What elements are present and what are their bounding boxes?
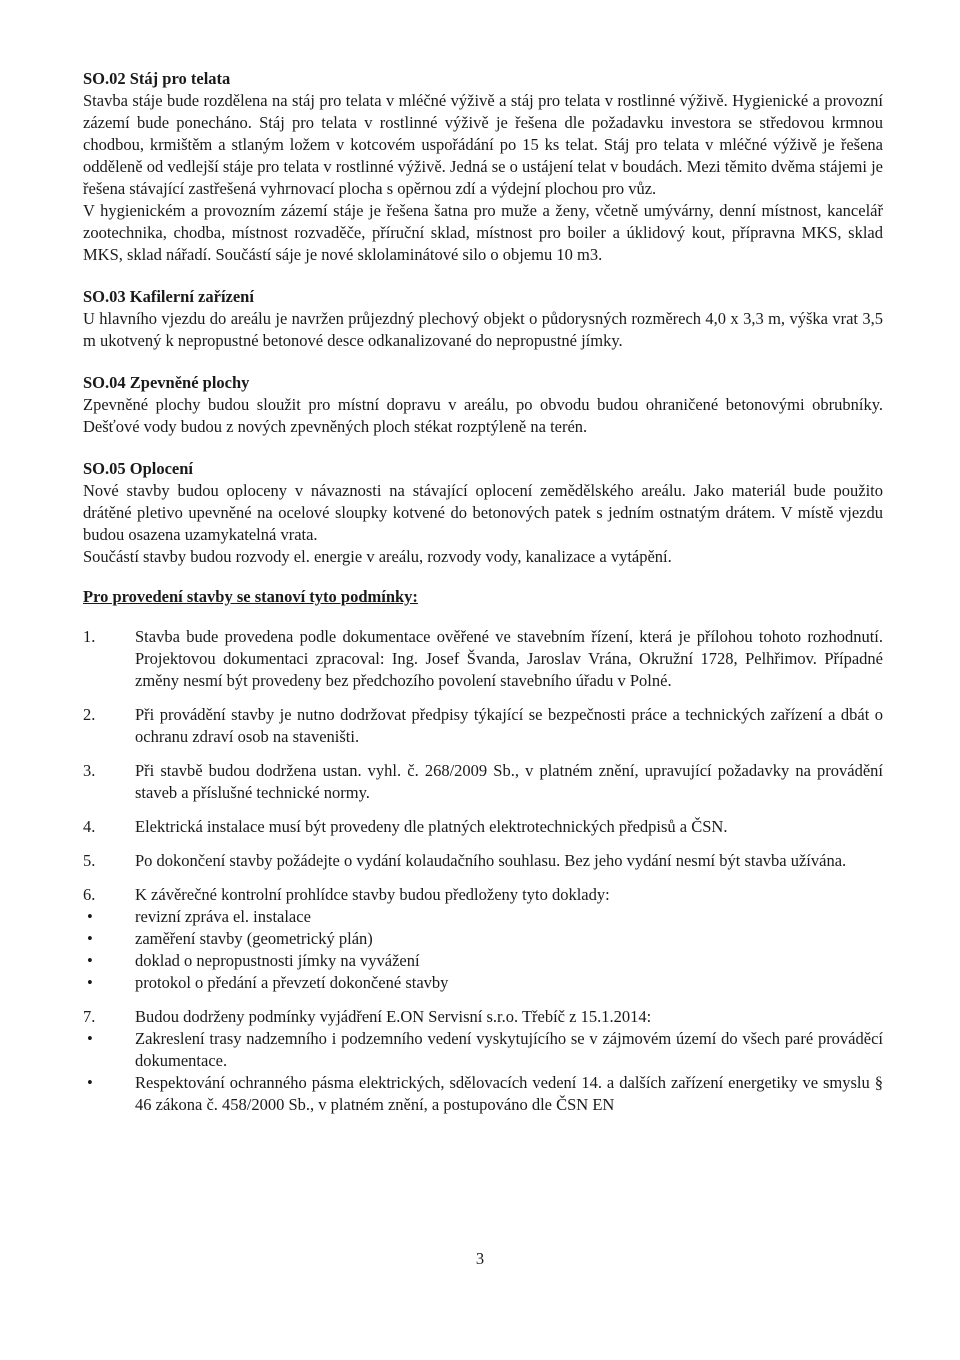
bullet-icon: • bbox=[87, 1029, 93, 1048]
condition-text: Elektrická instalace musí být provedeny dle platných elektrotechnických předpisů a ČSN. bbox=[135, 817, 728, 836]
list-item: • Zakreslení trasy nadzemního i podzemního vedení vyskytujícího se v zájmovém území do všech paré prováděcí dokumentace. bbox=[83, 1028, 883, 1072]
section-title: SO.02 Stáj pro telata bbox=[83, 69, 231, 88]
conditions-heading: Pro provedení stavby se stanoví tyto podmínky: bbox=[83, 587, 418, 606]
section-so05 bbox=[83, 458, 883, 568]
paragraph: Stavba stáje bude rozdělena na stáj pro telata v mléčné výživě a stáj pro telata v rostlinné výživě. Hygienické a provozní zázemí bude ponecháno. Stáj pro telata v rostlinné výživě je řešena dle požadavku investora se středovou krmnou chodbou, krmištěm a stlaným ložem v kotcovém uspořádání po 15 ks telat. Stáj pro telata v mléčné výživě je řešena odděleně od vedlejší stáje pro telata v rostlinné výživě. Jedná se o ustájení telat v boudách. Mezi těmito dvěma stájemi je řešena stávající zastřešená vyhrnovací plocha s opěrnou zdí a výdejní plochou pro vůz. bbox=[83, 91, 883, 198]
paragraph: U hlavního vjezdu do areálu je navržen průjezdný plechový objekt o půdorysných rozměrech 4,0 x 3,3 m, výška vrat 3,5 m ukotvený k nepropustné betonové desce odkanalizované do nepropustné jímky. bbox=[83, 309, 883, 350]
document-list bbox=[83, 906, 883, 994]
condition-item bbox=[83, 626, 883, 692]
section-title: SO.05 Oplocení bbox=[83, 459, 194, 478]
condition-item bbox=[83, 704, 883, 748]
list-item: • revizní zpráva el. instalace bbox=[83, 906, 883, 928]
condition-text: Budou dodrženy podmínky vyjádření E.ON Servisní s.r.o. Třebíč z 15.1.2014: bbox=[135, 1007, 652, 1026]
list-item: • protokol o předání a převzetí dokončené stavby bbox=[83, 972, 883, 994]
paragraph: Nové stavby budou oploceny v návaznosti na stávající oplocení zemědělského areálu. Jako materiál bude použito drátěné pletivo upevněné na ocelové sloupky kotvené do betonových patek s jedním ostnatým drátem. V místě vjezdu budou osazena uzamykatelná vrata. bbox=[83, 481, 883, 544]
document-page bbox=[83, 68, 883, 1116]
condition-text: K závěrečné kontrolní prohlídce stavby budou předloženy tyto doklady: bbox=[135, 885, 610, 904]
paragraph: Součástí stavby budou rozvody el. energie v areálu, rozvody vody, kanalizace a vytápění. bbox=[83, 547, 672, 566]
condition-item-with-list bbox=[83, 1006, 883, 1116]
paragraph: V hygienickém a provozním zázemí stáje je řešena šatna pro muže a ženy, včetně umývárny, denní místnost, kancelář zootechnika, chodba, místnost rozvaděče, příruční sklad, místnost pro boiler a úklidový kout, přípravna MKS, sklad MKS, sklad nářadí. Součástí sáje je nové sklolaminátové silo o objemu 10 m3. bbox=[83, 201, 883, 264]
section-title: SO.03 Kafilerní zařízení bbox=[83, 287, 254, 306]
condition-item bbox=[83, 760, 883, 804]
bullet-icon: • bbox=[87, 929, 93, 948]
list-item: • doklad o nepropustnosti jímky na vyvážení bbox=[83, 950, 883, 972]
paragraph: Zpevněné plochy budou sloužit pro místní dopravu v areálu, po obvodu budou ohraničené betonovými obrubníky. Dešťové vody budou z nových zpevněných ploch stékat rozptýleně na terén. bbox=[83, 395, 883, 436]
condition-number: 4. bbox=[83, 817, 96, 836]
condition-number: 3. bbox=[83, 761, 96, 780]
list-item: • zaměření stavby (geometrický plán) bbox=[83, 928, 883, 950]
section-so03 bbox=[83, 286, 883, 352]
condition-number: 6. bbox=[83, 885, 96, 904]
condition-number: 2. bbox=[83, 705, 96, 724]
condition-text: Po dokončení stavby požádejte o vydání kolaudačního souhlasu. Bez jeho vydání nesmí být stavba užívána. bbox=[135, 851, 847, 870]
condition-text: Při provádění stavby je nutno dodržovat předpisy týkající se bezpečnosti práce a technických zařízení a dbát o ochranu zdraví osob na staveništi. bbox=[135, 705, 883, 746]
condition-number: 5. bbox=[83, 851, 96, 870]
condition-number: 1. bbox=[83, 627, 96, 646]
section-so02 bbox=[83, 68, 883, 266]
condition-text: Stavba bude provedena podle dokumentace ověřené ve stavebním řízení, která je přílohou tohoto rozhodnutí. Projektovou dokumentaci zpracoval: Ing. Josef Švanda, Jaroslav Vrána, Okružní 1728, Pelhřimov. Případné změny nesmí být provedeny bez předchozího povolení stavebního úřadu v Polné. bbox=[135, 627, 883, 690]
requirement-list bbox=[83, 1028, 883, 1116]
page-number: 3 bbox=[475, 1249, 485, 1268]
condition-text: Při stavbě budou dodržena ustan. vyhl. č. 268/2009 Sb., v platném znění, upravující požadavky na provádění staveb a příslušné technické normy. bbox=[135, 761, 883, 802]
section-title: SO.04 Zpevněné plochy bbox=[83, 373, 250, 392]
bullet-icon: • bbox=[87, 1073, 93, 1092]
condition-item bbox=[83, 816, 883, 838]
condition-number: 7. bbox=[83, 1007, 96, 1026]
bullet-icon: • bbox=[87, 907, 93, 926]
bullet-icon: • bbox=[87, 973, 93, 992]
bullet-icon: • bbox=[87, 951, 93, 970]
condition-item bbox=[83, 850, 883, 872]
condition-item-with-list bbox=[83, 884, 883, 994]
list-item: • Respektování ochranného pásma elektrických, sdělovacích vedení 14. a dalších zařízení energetiky ve smyslu § 46 zákona č. 458/2000 Sb., v platném znění, a postupováno dle ČSN EN bbox=[83, 1072, 883, 1116]
section-so04 bbox=[83, 372, 883, 438]
